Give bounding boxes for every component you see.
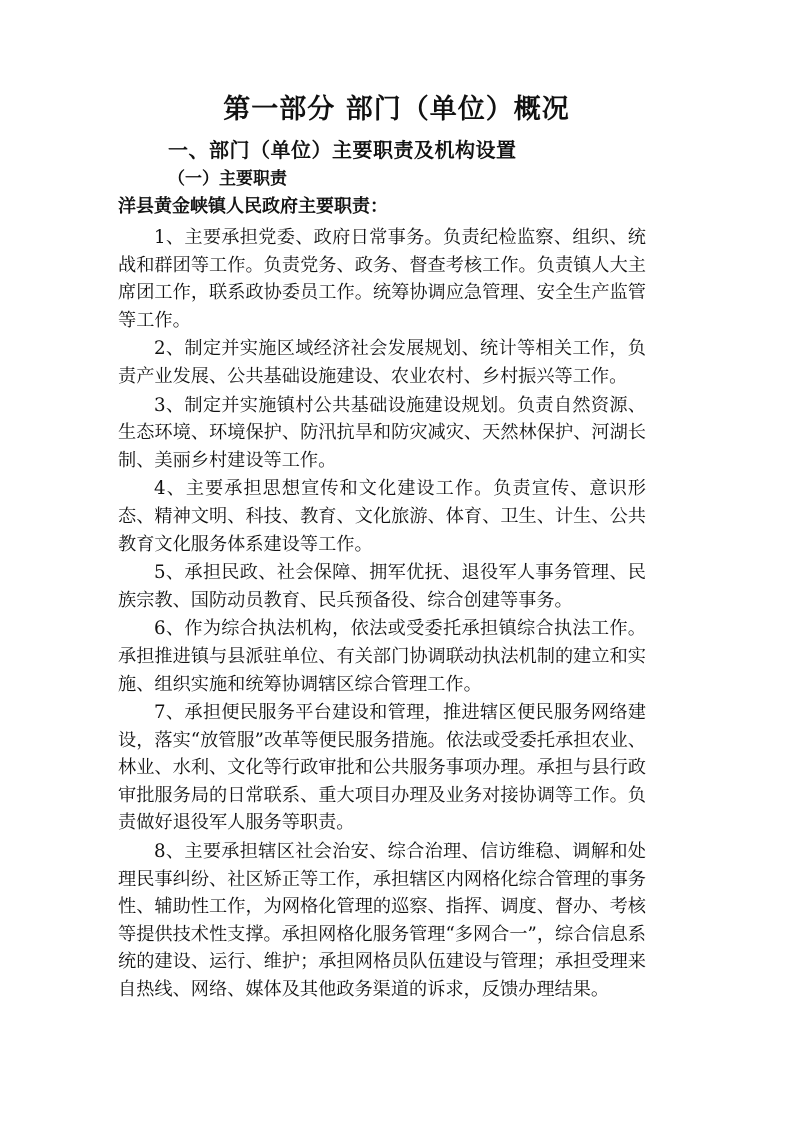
lead-heading: 洋县黄金峡镇人民政府主要职责： [118,196,388,217]
duty-paragraph-7: 7、承担便民服务平台建设和管理，推进辖区便民服务网络建设，落实“放管服”改革等便民服务措施。依法或受委托承担农业、林业、水利、文化等行政审批和公共服务事项办理。承担与县行政审批服务局的日常联系、重大项目办理及业务对接协调等工作。负责做好退役军人服务等职责。 [118,702,646,834]
section-heading: 一、部门（单位）主要职责及机构设置 [168,138,517,162]
duty-paragraph-1: 1、主要承担党委、政府日常事务。负责纪检监察、组织、统战和群团等工作。负责党务、政务、督查考核工作。负责镇人大主席团工作，联系政协委员工作。统筹协调应急管理、安全生产监管等工作。 [118,227,646,331]
duty-paragraph-4: 4、主要承担思想宣传和文化建设工作。负责宣传、意识形态、精神文明、科技、教育、文化旅游、体育、卫生、计生、公共教育文化服务体系建设等工作。 [118,478,646,555]
duty-paragraph-3: 3、制定并实施镇村公共基础设施建设规划。负责自然资源、生态环境、环境保护、防汛抗旱和防灾减灾、天然林保护、河湖长制、美丽乡村建设等工作。 [118,394,646,471]
duties-body [118,224,646,1005]
duty-paragraph-6: 6、作为综合执法机构，依法或受委托承担镇综合执法工作。承担推进镇与县派驻单位、有关部门协调联动执法机制的建立和实施、组织实施和统筹协调辖区综合管理工作。 [118,618,646,695]
subsection-heading: （一）主要职责 [168,169,287,189]
duty-paragraph-2: 2、制定并实施区域经济社会发展规划、统计等相关工作，负责产业发展、公共基础设施建设、农业农村、乡村振兴等工作。 [118,338,646,387]
duty-paragraph-5: 5、承担民政、社会保障、拥军优抚、退役军人事务管理、民族宗教、国防动员教育、民兵预备役、综合创建等事务。 [118,562,646,611]
page-title: 第一部分 部门（单位）概况 [223,94,570,125]
duty-paragraph-8: 8、主要承担辖区社会治安、综合治理、信访维稳、调解和处理民事纠纷、社区矫正等工作，承担辖区内网格化综合管理的事务性、辅助性工作，为网格化管理的巡察、指挥、调度、督办、考核等提供技术性支撑。承担网格化服务管理“多网合一”，综合信息系统的建设、运行、维护；承担网格员队伍建设与管理；承担受理来自热线、网络、媒体及其他政务渠道的诉求，反馈办理结果。 [118,841,646,1001]
